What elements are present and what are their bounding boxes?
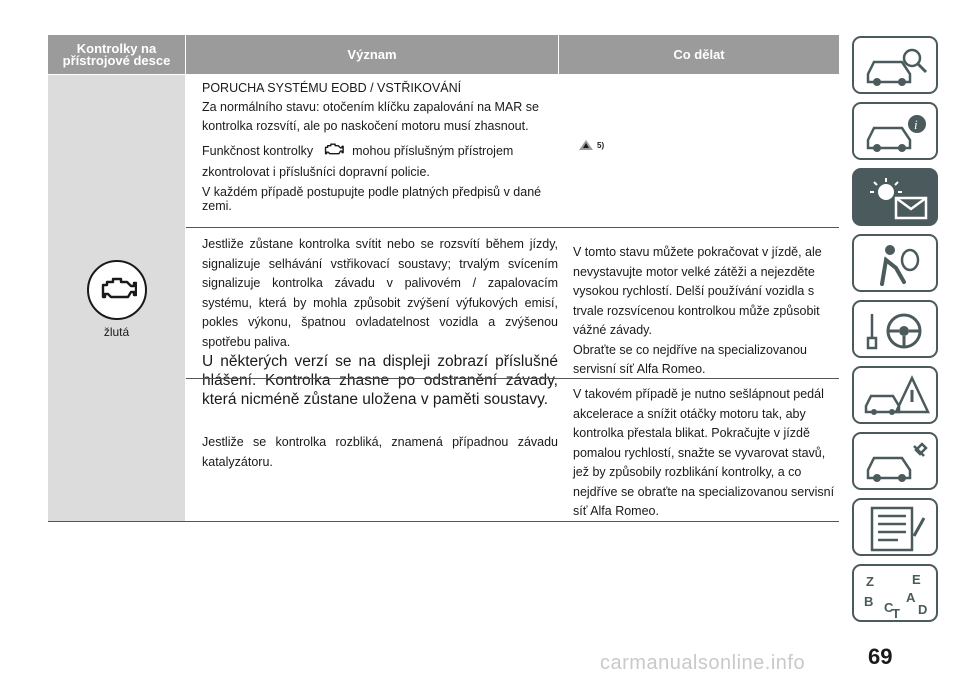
engine-check-small-icon bbox=[321, 142, 345, 163]
tab-seat-airbag[interactable] bbox=[852, 234, 938, 292]
list-icon bbox=[862, 506, 932, 552]
lamp-column bbox=[48, 75, 185, 521]
svg-text:T: T bbox=[892, 606, 900, 618]
row3-meaning: Jestliže se kontrolka rozbliká, znamená případnou závadu katalyzátoru. bbox=[202, 435, 558, 469]
svg-text:C: C bbox=[884, 600, 894, 615]
row2-meaning: Jestliže zůstane kontrolka svítit nebo se rozsvítí během jízdy, signalizuje selhávání vstřikovací soustavy; trvalým svícením signalizuje kontrolka závadu v palivovém / zapalovacím systému, která by mohla způsobit zvýšení výfukových emisí, pokles výkonu, špatnou ovladatelnost vozidla a zvýšenou spotřebu paliva. U některých verzí se na displeji zobrazí příslušné hlášení. Kontrolka zhasne po odstranění závady, která nicméně zůstane uložena v paměti soustavy. bbox=[202, 237, 558, 408]
watermark: carmanualsonline.info bbox=[600, 652, 806, 674]
tab-car-info[interactable] bbox=[852, 102, 938, 160]
row1-paragraph-police: Funkčnost kontrolky mohou příslušným přístrojem zkontrolovat i příslušníci dopravní policie. bbox=[202, 144, 514, 179]
engine-check-icon bbox=[87, 260, 147, 320]
warning-triangle-icon bbox=[578, 139, 594, 151]
seat-airbag-icon bbox=[862, 242, 932, 288]
row3-action: V takovém případě je nutno sešlápnout pedál akcelerace a snížit otáčky motoru tak, aby kontrolka přestala blikat. Pokračujte v jízdě pomalou rychlostí, snažte se vyvarovat stavů, jež by způsobily rozblikání kontrolky, a co nejdříve se obraťte na specializovanou servisní síť Alfa Romeo. bbox=[573, 387, 835, 518]
svg-text:i: i bbox=[914, 117, 918, 132]
page-number: 69 bbox=[868, 644, 893, 669]
svg-text:E: E bbox=[912, 572, 921, 587]
row-divider bbox=[186, 227, 839, 228]
row-divider bbox=[186, 378, 839, 379]
tab-car-warning[interactable] bbox=[852, 366, 938, 424]
row1-warning-ref: 5) bbox=[578, 139, 604, 151]
svg-text:D: D bbox=[918, 602, 928, 617]
row1-title: PORUCHA SYSTÉMU EOBD / VSTŘIKOVÁNÍ bbox=[202, 81, 462, 95]
tab-steering-key[interactable] bbox=[852, 300, 938, 358]
row1-meaning bbox=[202, 79, 552, 213]
tab-car-search[interactable] bbox=[852, 36, 938, 94]
svg-text:A: A bbox=[906, 590, 916, 605]
table-bottom-line bbox=[48, 521, 839, 522]
car-info-icon bbox=[862, 110, 932, 156]
tab-alphabet-index[interactable] bbox=[852, 564, 938, 622]
lamp-color-label: žlutá bbox=[103, 325, 130, 339]
row1-paragraph-rules: V každém případě postupujte podle platných předpisů v dané zemi. bbox=[202, 185, 542, 213]
car-search-icon bbox=[862, 44, 932, 90]
header-lights: Kontrolky na přístrojové desce bbox=[48, 35, 185, 74]
header-meaning: Význam bbox=[186, 35, 558, 74]
svg-text:Z: Z bbox=[866, 574, 874, 589]
row2-action: V tomto stavu můžete pokračovat v jízdě, ale nevystavujte motor velké zátěži a nejezděte vysokou rychlostí. Delší používání vozidla s trvale rozsvícenou kontrolkou může způsobit vážné závady. Obraťte se co nejdříve na specializovanou servisní síť Alfa Romeo. bbox=[573, 245, 822, 376]
car-service-icon bbox=[862, 440, 932, 486]
tab-warning-lights[interactable] bbox=[852, 168, 938, 226]
row2-meaning-display: U některých verzí se na displeji zobrazí příslušné hlášení. Kontrolka zhasne po odstranění závady, která nicméně zůstane uložena v paměti soustavy. bbox=[202, 353, 558, 408]
steering-key-icon bbox=[862, 308, 932, 354]
car-warning-icon bbox=[862, 374, 932, 420]
warning-lights-icon bbox=[862, 176, 932, 222]
tab-list[interactable] bbox=[852, 498, 938, 556]
header-action: Co dělat bbox=[559, 35, 839, 74]
tab-car-service[interactable] bbox=[852, 432, 938, 490]
svg-text:B: B bbox=[864, 594, 874, 609]
row1-paragraph-normal: Za normálního stavu: otočením klíčku zapalování na MAR se kontrolka rozsvítí, ale po naskočení motoru musí zhasnout. bbox=[202, 100, 539, 133]
alphabet-index-icon bbox=[862, 572, 932, 618]
